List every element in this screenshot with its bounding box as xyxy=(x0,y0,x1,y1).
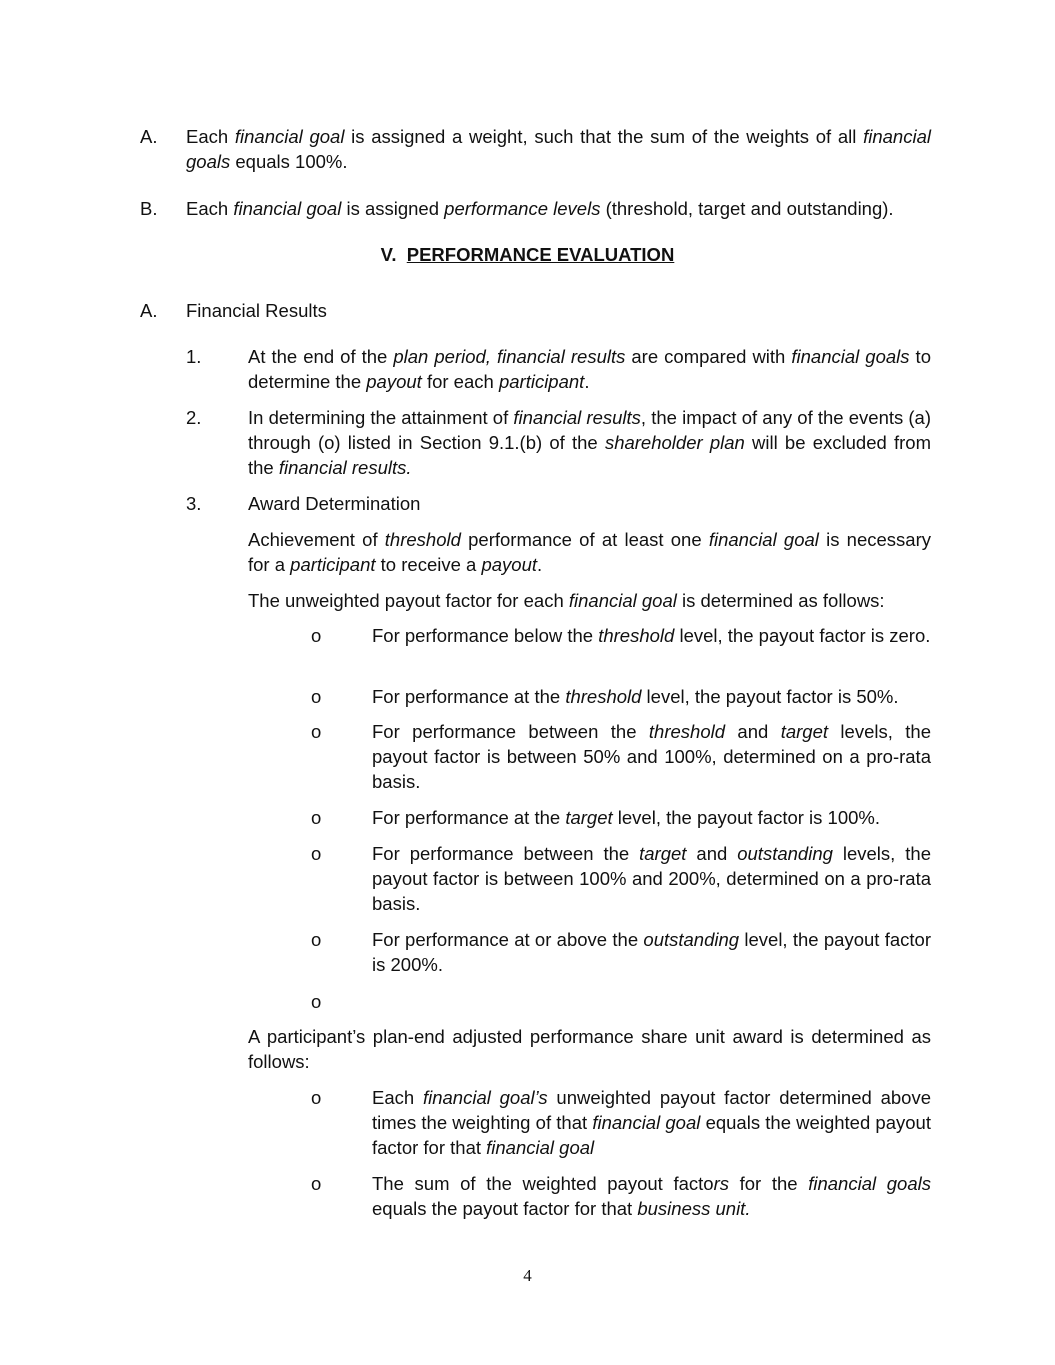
text-run: . xyxy=(537,554,543,575)
text-run: level, the payout factor is 200%. xyxy=(372,929,931,975)
section-a-text xyxy=(186,124,931,174)
bullet-text xyxy=(372,841,931,916)
weighting-bullet xyxy=(0,1085,1055,1163)
text-run: level, the payout factor is zero. xyxy=(674,625,931,646)
item-1 xyxy=(0,344,1055,396)
bullet-marker: o xyxy=(311,929,322,950)
italic-term: financial results. xyxy=(278,457,412,478)
text-run: is necessary for a xyxy=(248,529,931,575)
text-run: performance of at least one xyxy=(460,529,709,550)
italic-term: threshold xyxy=(648,721,726,742)
italic-term: financial goals xyxy=(186,126,931,172)
text-run: to receive a xyxy=(375,554,482,575)
text-run: , the impact of any of the events (a) through (o) listed in Section 9.1.(b) of the xyxy=(248,407,932,453)
payout-bullet xyxy=(0,841,1055,919)
italic-term: financial goal xyxy=(233,198,342,219)
italic-term: shareholder plan xyxy=(604,432,745,453)
text-run: For performance at the xyxy=(372,686,566,707)
text-run: The sum of the weighted payout facto xyxy=(372,1173,714,1194)
section-b-marker: B. xyxy=(140,198,158,219)
bullet-text xyxy=(372,719,931,794)
text-run: For performance below the xyxy=(372,625,599,646)
item-2-marker: 2. xyxy=(186,407,202,428)
text-run: . xyxy=(584,371,590,392)
text-run: will be excluded from the xyxy=(248,432,931,478)
item-2-text xyxy=(248,405,931,480)
italic-term: financial goal’s xyxy=(422,1087,548,1108)
bullet-marker: o xyxy=(311,1087,322,1108)
payout-bullet xyxy=(0,927,1055,979)
text-run: for the xyxy=(728,1173,809,1194)
italic-term: financial goal xyxy=(568,590,677,611)
bullet-text xyxy=(372,805,931,830)
heading-title: PERFORMANCE EVALUATION xyxy=(406,244,675,265)
text-run: to determine the xyxy=(248,346,931,392)
text-run: equals 100%. xyxy=(230,151,348,172)
section-b-levels xyxy=(0,196,1055,222)
italic-term: payout xyxy=(366,371,422,392)
text-run: Each xyxy=(186,126,235,147)
text-run: For performance at or above the xyxy=(372,929,644,950)
text-run: Achievement of xyxy=(248,529,385,550)
italic-term: target xyxy=(780,721,829,742)
italic-term: outstanding xyxy=(737,843,833,864)
italic-term: financial goals xyxy=(791,346,910,367)
payout-bullet xyxy=(0,684,1055,710)
text-run: Each xyxy=(372,1087,423,1108)
item-1-text xyxy=(248,344,931,394)
italic-term: outstanding xyxy=(643,929,740,950)
financial-results-marker: A. xyxy=(140,300,158,321)
italic-term: financial goal xyxy=(234,126,345,147)
italic-term: performance levels xyxy=(444,198,601,219)
bullet-marker: o xyxy=(311,843,322,864)
italic-term: financial goal xyxy=(486,1137,595,1158)
bullet-marker: o xyxy=(311,686,322,707)
section-a-marker: A. xyxy=(140,126,158,147)
italic-term: financial goal xyxy=(592,1112,701,1133)
text-run: and xyxy=(686,843,738,864)
unweighted-factor-paragraph xyxy=(248,588,931,613)
bullet-marker: o xyxy=(311,1173,322,1194)
italic-term: financial results xyxy=(513,407,641,428)
item-2 xyxy=(0,405,1055,483)
text-run: is assigned a weight, such that the sum of the weights of all xyxy=(344,126,864,147)
text-run: In determining the attainment of xyxy=(248,407,514,428)
payout-bullet xyxy=(0,719,1055,797)
item-3-marker: 3. xyxy=(186,493,202,514)
bullet-marker: o xyxy=(311,721,322,742)
italic-term: participant xyxy=(498,371,585,392)
adjusted-award-paragraph xyxy=(248,1024,931,1074)
italic-term: rs xyxy=(713,1173,729,1194)
section-b-text xyxy=(186,196,931,221)
financial-results-heading xyxy=(0,298,1055,324)
text-run: At the end of the xyxy=(248,346,394,367)
text-run: levels, the payout factor is between 100% and 200%, determined on a pro-rata basis. xyxy=(372,843,931,914)
heading-number: V. xyxy=(380,244,397,265)
bullet-text xyxy=(372,1085,931,1160)
text-run: For performance at the xyxy=(372,807,566,828)
text-run: The unweighted payout factor for each xyxy=(248,590,569,611)
bullet-marker: o xyxy=(311,807,322,828)
payout-bullet xyxy=(0,623,1055,675)
bullet-text xyxy=(372,623,931,648)
text-run: for each xyxy=(421,371,499,392)
bullet-marker: o xyxy=(311,991,322,1012)
text-run: unweighted payout factor determined above times the weighting of that xyxy=(372,1087,931,1133)
text-run: equals the weighted payout factor for that xyxy=(372,1112,931,1158)
text-run: and xyxy=(725,721,781,742)
item-3-label: Award Determination xyxy=(248,493,421,514)
text-run: is determined as follows: xyxy=(676,590,885,611)
italic-term: payout xyxy=(481,554,537,575)
bullet-text xyxy=(372,927,931,977)
italic-term: target xyxy=(565,807,613,828)
threshold-requirement-paragraph xyxy=(248,527,931,577)
text-run: is assigned xyxy=(341,198,445,219)
text-run: For performance between the xyxy=(372,843,640,864)
text-run: A participant’s plan-end adjusted performance share unit award is determined as follows: xyxy=(248,1026,931,1072)
item-1-marker: 1. xyxy=(186,346,202,367)
bullet-text xyxy=(372,1171,931,1221)
section-a-weights xyxy=(0,124,1055,176)
italic-term: participant xyxy=(290,554,376,575)
italic-term: business unit. xyxy=(637,1198,751,1219)
bullet-marker: o xyxy=(311,625,322,646)
italic-term: threshold xyxy=(384,529,461,550)
text-run: For performance between the xyxy=(372,721,649,742)
text-run: are compared with xyxy=(625,346,792,367)
italic-term: target xyxy=(639,843,687,864)
section-heading xyxy=(0,242,1055,267)
text-run: equals the payout factor for that xyxy=(372,1198,638,1219)
text-run: level, the payout factor is 50%. xyxy=(641,686,899,707)
italic-term: plan period, financial results xyxy=(393,346,626,367)
item-3 xyxy=(0,491,1055,517)
italic-term: financial goal xyxy=(708,529,819,550)
payout-bullet xyxy=(0,805,1055,831)
italic-term: financial goals xyxy=(808,1173,931,1194)
payout-bullet-empty xyxy=(0,989,1055,1015)
financial-results-label: Financial Results xyxy=(186,300,327,321)
text-run: level, the payout factor is 100%. xyxy=(612,807,880,828)
text-run: (threshold, target and outstanding). xyxy=(600,198,894,219)
weighting-bullet xyxy=(0,1171,1055,1223)
page-number: 4 xyxy=(523,1266,532,1285)
text-run: Each xyxy=(186,198,234,219)
bullet-text xyxy=(372,684,931,709)
text-run: levels, the payout factor is between 50% and 100%, determined on a pro-rata basis. xyxy=(372,721,931,792)
italic-term: threshold xyxy=(598,625,675,646)
italic-term: threshold xyxy=(565,686,642,707)
